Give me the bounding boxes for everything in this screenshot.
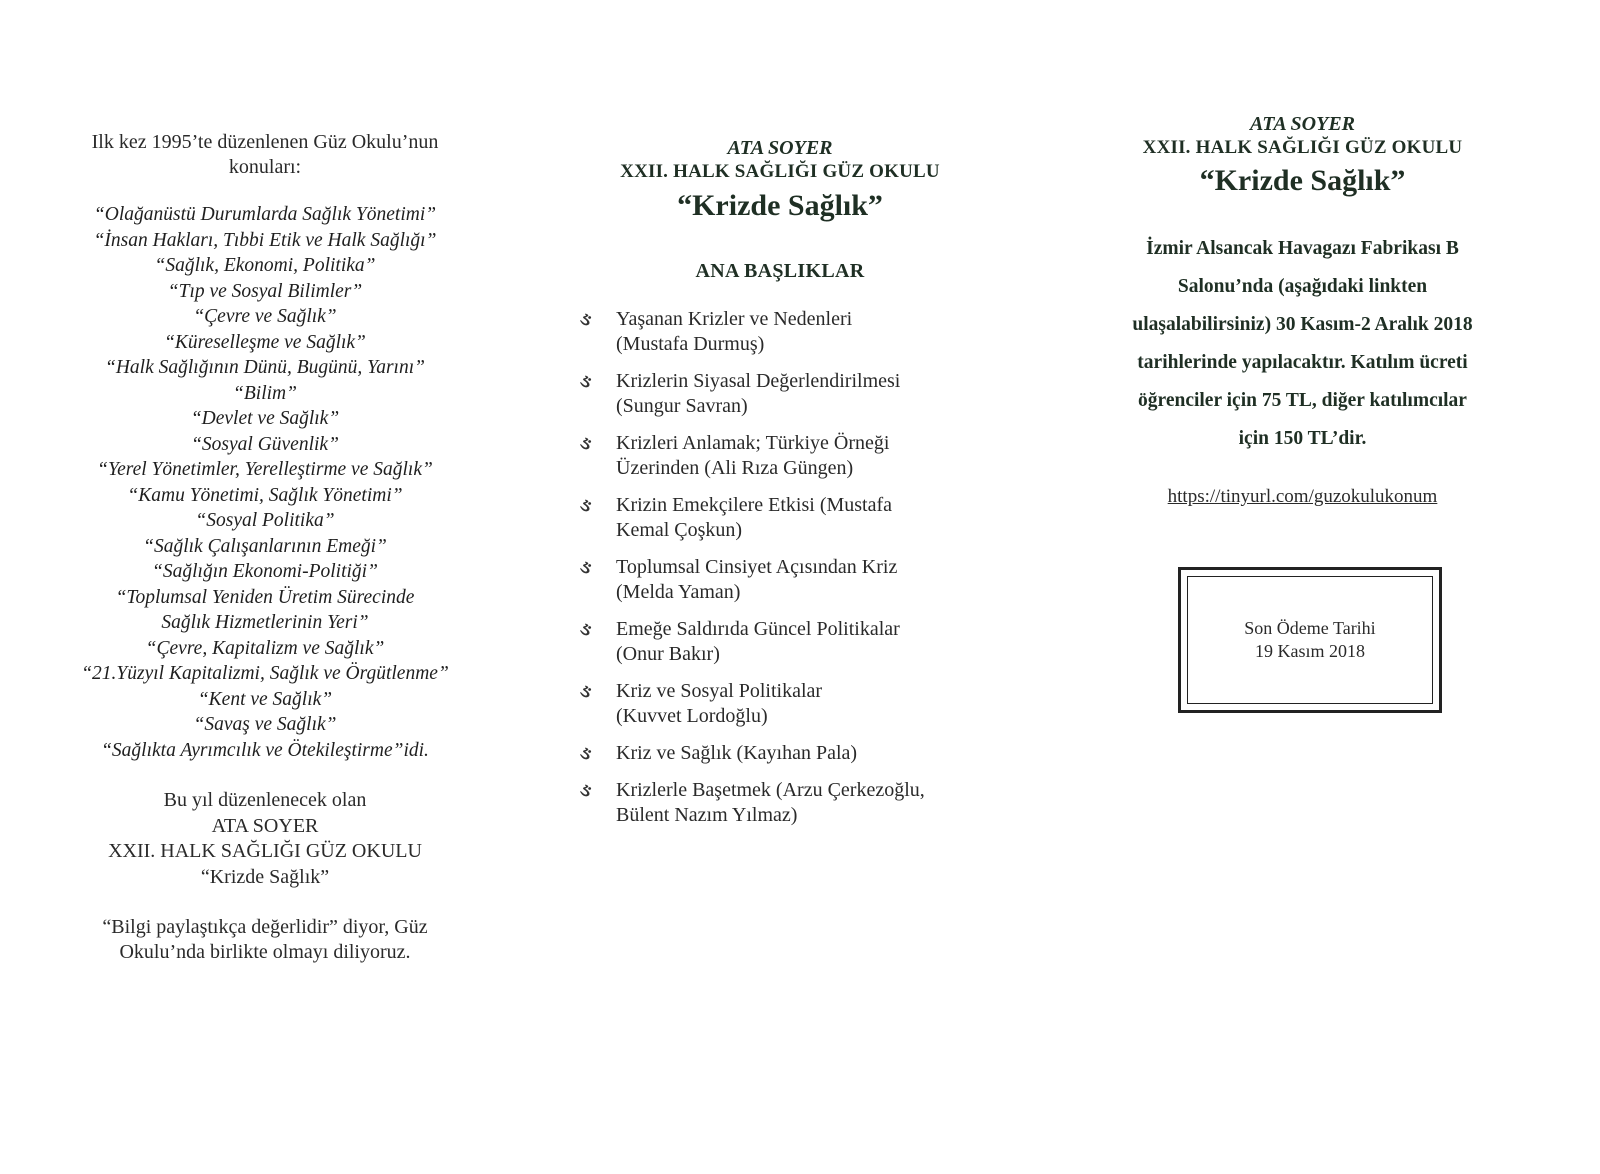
- topic-speaker: Bülent Nazım Yılmaz): [616, 804, 798, 826]
- school-name: XXII. HALK SAĞLIĞI GÜZ OKULU: [620, 161, 940, 182]
- deadline-label: Son Ödeme Tarihi: [1244, 618, 1376, 638]
- topic-speaker: (Sungur Savran): [616, 395, 748, 417]
- past-topic-item: “Küreselleşme ve Sağlık”: [164, 331, 366, 353]
- outro-event-name: ATA SOYER: [211, 814, 319, 837]
- main-topic-item: [580, 741, 980, 766]
- location-link-row: [1110, 486, 1495, 508]
- event-name: ATA SOYER: [1249, 113, 1356, 135]
- event-theme: “Krizde Sağlık”: [677, 189, 883, 222]
- event-name: ATA SOYER: [727, 137, 833, 159]
- past-topic-item: “Toplumsal Yeniden Üretim Sürecinde: [115, 586, 415, 608]
- main-topics-list: [580, 307, 980, 828]
- venue-line: tarihlerinde yapılacaktır. Katılım ücreti: [1137, 352, 1468, 373]
- main-topic-item: [580, 493, 980, 543]
- bullet-icon: ઙ: [580, 371, 592, 391]
- past-topic-item: “Sağlık Çalışanlarının Emeği”: [143, 535, 387, 557]
- payment-deadline-box: [1178, 567, 1442, 713]
- middle-panel: [580, 0, 980, 1174]
- main-topic-item: [580, 307, 980, 357]
- closing-text: [60, 915, 470, 965]
- bullet-icon: ઙ: [580, 309, 592, 329]
- outro-line: Bu yıl düzenlenecek olan: [163, 789, 367, 811]
- bullet-icon: ઙ: [580, 743, 592, 763]
- section-heading: ANA BAŞLIKLAR: [695, 260, 865, 282]
- topic-speaker: (Kuvvet Lordoğlu): [616, 705, 768, 727]
- closing-line: “Bilgi paylaştıkça değerlidir” diyor, Güz: [102, 916, 428, 938]
- past-topics-list: [60, 202, 470, 763]
- past-topic-item: “Yerel Yönetimler, Yerelleştirme ve Sağlık”: [97, 459, 433, 480]
- outro-school-name: XXII. HALK SAĞLIĞI GÜZ OKULU: [108, 840, 422, 862]
- topic-speaker: (Melda Yaman): [616, 581, 741, 603]
- topic-title: Krizlerle Başetmek (Arzu Çerkezoğlu,: [616, 779, 925, 801]
- topic-speaker: (Mustafa Durmuş): [616, 333, 765, 355]
- topic-speaker: Üzerinden (Ali Rıza Güngen): [616, 457, 854, 479]
- past-topic-item: Sağlık Hizmetlerinin Yeri”: [161, 612, 369, 633]
- past-topic-item: “Sağlıkta Ayrımcılık ve Ötekileştirme”idi.: [101, 739, 429, 761]
- past-topic-item: “Bilim”: [233, 382, 297, 404]
- bullet-icon: ઙ: [580, 619, 592, 639]
- venue-line: için 150 TL’dir.: [1238, 428, 1367, 449]
- bullet-icon: ઙ: [580, 495, 592, 515]
- event-theme: “Krizde Sağlık”: [1199, 164, 1406, 197]
- deadline-date: 19 Kasım 2018: [1255, 641, 1365, 661]
- topic-speaker: (Onur Bakır): [616, 643, 720, 665]
- this-year-announcement: [60, 788, 470, 890]
- main-topic-item: [580, 431, 980, 481]
- past-topic-item: “İnsan Hakları, Tıbbi Etik ve Halk Sağlığı”: [93, 229, 437, 251]
- main-topic-item: [580, 778, 980, 828]
- venue-line: öğrenciler için 75 TL, diğer katılımcılar: [1138, 390, 1467, 411]
- intro-line: Ilk kez 1995’te düzenlenen Güz Okulu’nun: [91, 131, 439, 153]
- main-topic-item: [580, 617, 980, 667]
- topic-speaker: Kemal Çoşkun): [616, 519, 743, 541]
- main-topic-item: [580, 369, 980, 419]
- event-header: [1110, 112, 1495, 200]
- topic-title: Krizin Emekçilere Etkisi (Mustafa: [616, 494, 893, 516]
- intro-text: [60, 130, 470, 180]
- main-topic-item: [580, 555, 980, 605]
- past-topic-item: “Halk Sağlığının Dünü, Bugünü, Yarını”: [105, 357, 425, 378]
- past-topic-item: “Olağanüstü Durumlarda Sağlık Yönetimi”: [93, 204, 437, 225]
- past-topic-item: “Çevre, Kapitalizm ve Sağlık”: [145, 637, 385, 659]
- past-topic-item: “21.Yüzyıl Kapitalizmi, Sağlık ve Örgütlenme”: [81, 663, 449, 684]
- past-topic-item: “Kamu Yönetimi, Sağlık Yönetimi”: [127, 484, 403, 506]
- outro-theme: “Krizde Sağlık”: [200, 865, 330, 888]
- past-topic-item: “Sosyal Politika”: [195, 510, 335, 531]
- closing-line: Okulu’nda birlikte olmayı diliyoruz.: [119, 941, 411, 963]
- venue-line: ulaşalabilirsiniz) 30 Kasım-2 Aralık 2018: [1132, 314, 1473, 335]
- bullet-icon: ઙ: [580, 433, 592, 453]
- past-topic-item: “Tıp ve Sosyal Bilimler”: [167, 280, 363, 302]
- past-topic-item: “Devlet ve Sağlık”: [190, 408, 340, 429]
- topic-title: Krizlerin Siyasal Değerlendirilmesi: [616, 370, 901, 392]
- bullet-icon: ઙ: [580, 780, 592, 800]
- venue-and-fee-info: [1110, 230, 1495, 458]
- main-topic-item: [580, 679, 980, 729]
- left-panel: [60, 0, 470, 1174]
- past-topic-item: “Çevre ve Sağlık”: [193, 306, 337, 327]
- location-link[interactable]: https://tinyurl.com/guzokulukonum: [1167, 486, 1438, 507]
- topic-title: Kriz ve Sağlık (Kayıhan Pala): [616, 742, 858, 764]
- topic-title: Krizleri Anlamak; Türkiye Örneği: [616, 432, 890, 454]
- bullet-icon: ઙ: [580, 557, 592, 577]
- past-topic-item: “Kent ve Sağlık”: [197, 688, 333, 710]
- topic-title: Yaşanan Krizler ve Nedenleri: [616, 308, 853, 330]
- past-topic-item: “Sosyal Güvenlik”: [191, 433, 339, 455]
- event-header: [580, 136, 980, 226]
- past-topic-item: “Savaş ve Sağlık”: [193, 714, 337, 735]
- bullet-icon: ઙ: [580, 681, 592, 701]
- right-panel: [1110, 0, 1495, 1174]
- payment-deadline-inner: [1187, 576, 1433, 704]
- topic-title: Toplumsal Cinsiyet Açısından Kriz: [616, 556, 898, 578]
- past-topic-item: “Sağlığın Ekonomi-Politiği”: [152, 561, 378, 582]
- past-topic-item: “Sağlık, Ekonomi, Politika”: [154, 255, 376, 276]
- topic-title: Emeğe Saldırıda Güncel Politikalar: [616, 618, 900, 640]
- intro-line: konuları:: [228, 156, 302, 178]
- topic-title: Kriz ve Sosyal Politikalar: [616, 680, 823, 702]
- venue-line: İzmir Alsancak Havagazı Fabrikası B: [1146, 238, 1459, 259]
- venue-line: Salonu’nda (aşağıdaki linkten: [1177, 276, 1428, 297]
- school-name: XXII. HALK SAĞLIĞI GÜZ OKULU: [1142, 137, 1463, 158]
